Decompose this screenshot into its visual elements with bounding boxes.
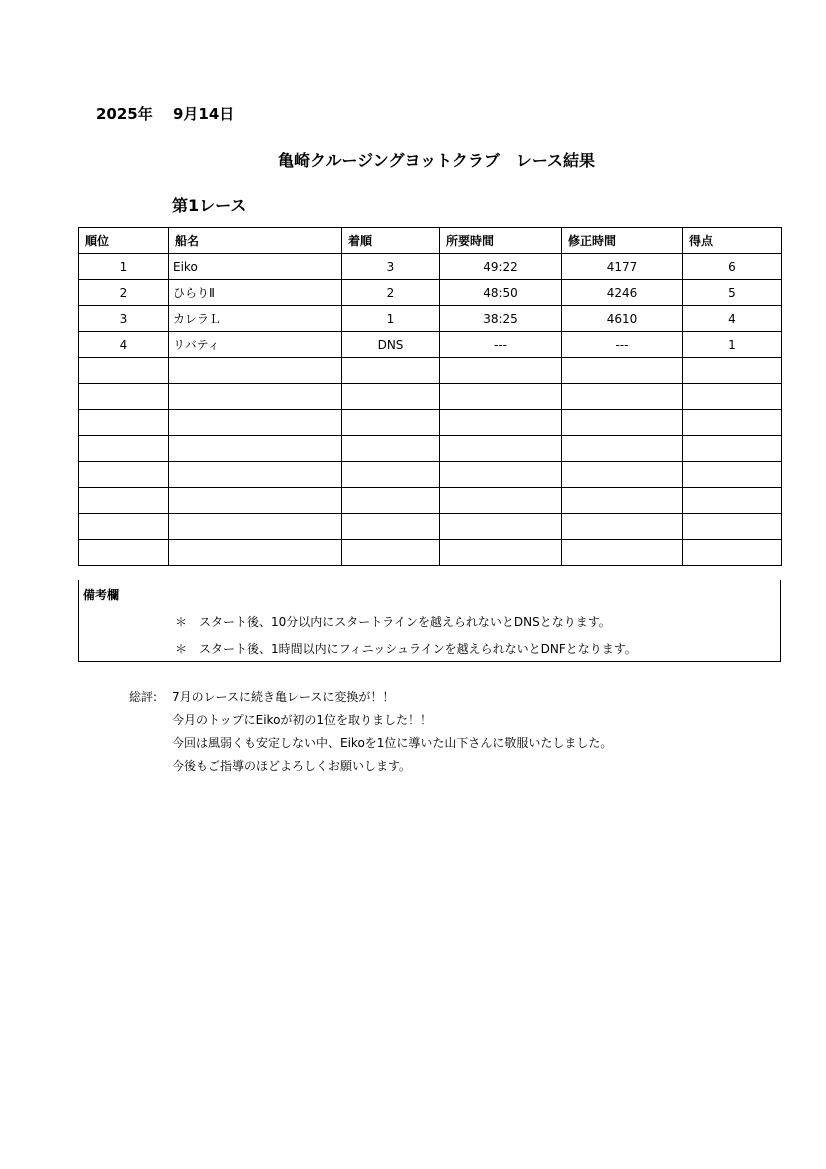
table-row [79,280,782,306]
points-cell: 6 [683,254,782,280]
remarks-box [78,580,781,662]
corrected-time-cell: --- [562,332,683,358]
elapsed-time-cell: 49:22 [440,254,562,280]
col-boat-name-header: 船名 [169,228,342,254]
col-corrected-time-header: 修正時間 [562,228,683,254]
rank-cell: 3 [79,306,169,332]
empty-row [79,462,782,488]
empty-row [79,358,782,384]
table-row [79,306,782,332]
report-date: 2025年 9月14日 [96,105,235,123]
boat-name-cell: カレラＬ [169,306,342,332]
finish-order-cell: 1 [342,306,440,332]
report-title: 亀崎クルージングヨットクラブ レース結果 [278,151,596,170]
finish-order-cell: DNS [342,332,440,358]
elapsed-time-cell: 48:50 [440,280,562,306]
review-line: 7月のレースに続き亀レースに変換が！！ [172,690,395,704]
table-header-row [79,228,782,254]
empty-row [79,488,782,514]
table-row [79,254,782,280]
remarks-note-dns: ＊ スタート後、10分以内にスタートラインを越えられないとDNSとなります。 [175,615,611,629]
review-line: 今月のトップにEikoが初の1位を取りました！！ [172,713,433,727]
corrected-time-cell: 4610 [562,306,683,332]
finish-order-cell: 2 [342,280,440,306]
finish-order-cell: 3 [342,254,440,280]
empty-row [79,514,782,540]
boat-name-cell: ひらりⅡ [169,280,342,306]
rank-cell: 2 [79,280,169,306]
table-row [79,332,782,358]
empty-row [79,436,782,462]
remarks-label: 備考欄 [83,588,120,602]
points-cell: 1 [683,332,782,358]
race-name: 第1レース [172,196,247,215]
corrected-time-cell: 4177 [562,254,683,280]
rank-cell: 4 [79,332,169,358]
empty-row [79,384,782,410]
review-line: 今回は風弱くも安定しない中、Eikoを1位に導いた山下さんに敬服いたしました。 [172,736,613,750]
empty-row [79,410,782,436]
rank-cell: 1 [79,254,169,280]
elapsed-time-cell: 38:25 [440,306,562,332]
empty-row [79,540,782,566]
points-cell: 5 [683,280,782,306]
review-label: 総評: [129,690,158,704]
col-elapsed-time-header: 所要時間 [440,228,562,254]
review-line: 今後もご指導のほどよろしくお願いします。 [172,759,412,773]
points-cell: 4 [683,306,782,332]
remarks-note-dnf: ＊ スタート後、1時間以内にフィニッシュラインを越えられないとDNFとなります。 [175,642,637,656]
col-points-header: 得点 [683,228,782,254]
col-finish-order-header: 着順 [342,228,440,254]
col-rank-header: 順位 [79,228,169,254]
results-table [78,227,782,566]
boat-name-cell: Eiko [169,254,342,280]
boat-name-cell: リバティ [169,332,342,358]
elapsed-time-cell: --- [440,332,562,358]
corrected-time-cell: 4246 [562,280,683,306]
